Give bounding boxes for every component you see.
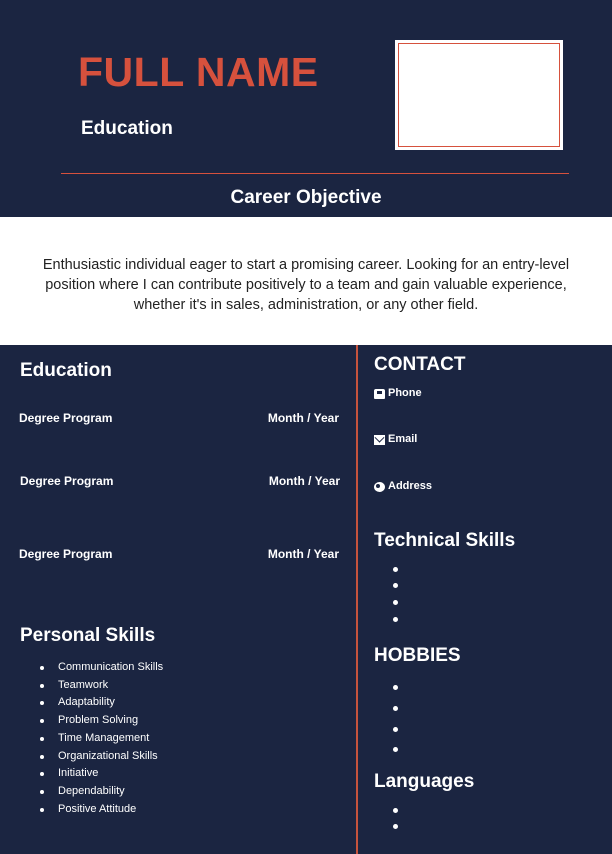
degree-program: Degree Program (19, 547, 113, 561)
career-objective-text (30, 255, 582, 315)
photo-inner-border (398, 43, 560, 147)
technical-skill-bullet (393, 567, 398, 572)
full-name: FULL NAME (78, 49, 319, 95)
objective-line-2: position where I can contribute positively to a team and gain valuable experience, (45, 277, 567, 293)
languages-title: Languages (374, 771, 475, 792)
list-item: Problem Solving (38, 712, 338, 730)
objective-line-3: whether it's in sales, administration, or any other field. (133, 297, 479, 313)
list-item: Dependability (38, 783, 338, 801)
career-objective-title: Career Objective (230, 187, 382, 208)
language-bullet (393, 808, 398, 813)
list-item: Positive Attitude (38, 801, 338, 819)
list-item: Time Management (38, 730, 338, 748)
list-item: Initiative (38, 765, 338, 783)
personal-skills-list (38, 659, 338, 818)
technical-skill-bullet (393, 583, 398, 588)
hobby-bullet (393, 747, 398, 752)
technical-skill-bullet (393, 617, 398, 622)
email-icon (374, 435, 385, 445)
degree-program: Degree Program (19, 411, 113, 425)
education-title: Education (20, 360, 112, 381)
list-item: Teamwork (38, 677, 338, 695)
contact-address (374, 481, 432, 492)
phone-icon (374, 389, 385, 399)
contact-phone (374, 388, 422, 399)
list-item: Adaptability (38, 694, 338, 712)
header-divider (61, 173, 569, 174)
phone-label: Phone (388, 387, 422, 399)
globe-icon (374, 482, 385, 492)
email-label: Email (388, 433, 418, 445)
objective-line-1: Enthusiastic individual eager to start a promising career. Looking for an entry-level (42, 257, 570, 273)
contact-title: CONTACT (374, 354, 466, 375)
contact-email (374, 434, 417, 445)
technical-skill-bullet (393, 600, 398, 605)
degree-date: Month / Year (267, 547, 339, 561)
address-label: Address (388, 480, 433, 492)
hobbies-title: HOBBIES (374, 645, 461, 666)
personal-skills-title: Personal Skills (20, 625, 156, 646)
degree-date: Month / Year (268, 474, 340, 488)
technical-skills-title: Technical Skills (374, 530, 516, 551)
list-item: Organizational Skills (38, 748, 338, 766)
career-objective-section (0, 217, 612, 345)
language-bullet (393, 824, 398, 829)
degree-program: Degree Program (20, 474, 114, 488)
header (0, 0, 612, 217)
list-item: Communication Skills (38, 659, 338, 677)
header-subtitle: Education (81, 118, 173, 139)
degree-date: Month / Year (267, 411, 339, 425)
column-divider (356, 345, 358, 854)
hobby-bullet (393, 706, 398, 711)
hobby-bullet (393, 685, 398, 690)
hobby-bullet (393, 727, 398, 732)
photo-placeholder (395, 40, 563, 150)
